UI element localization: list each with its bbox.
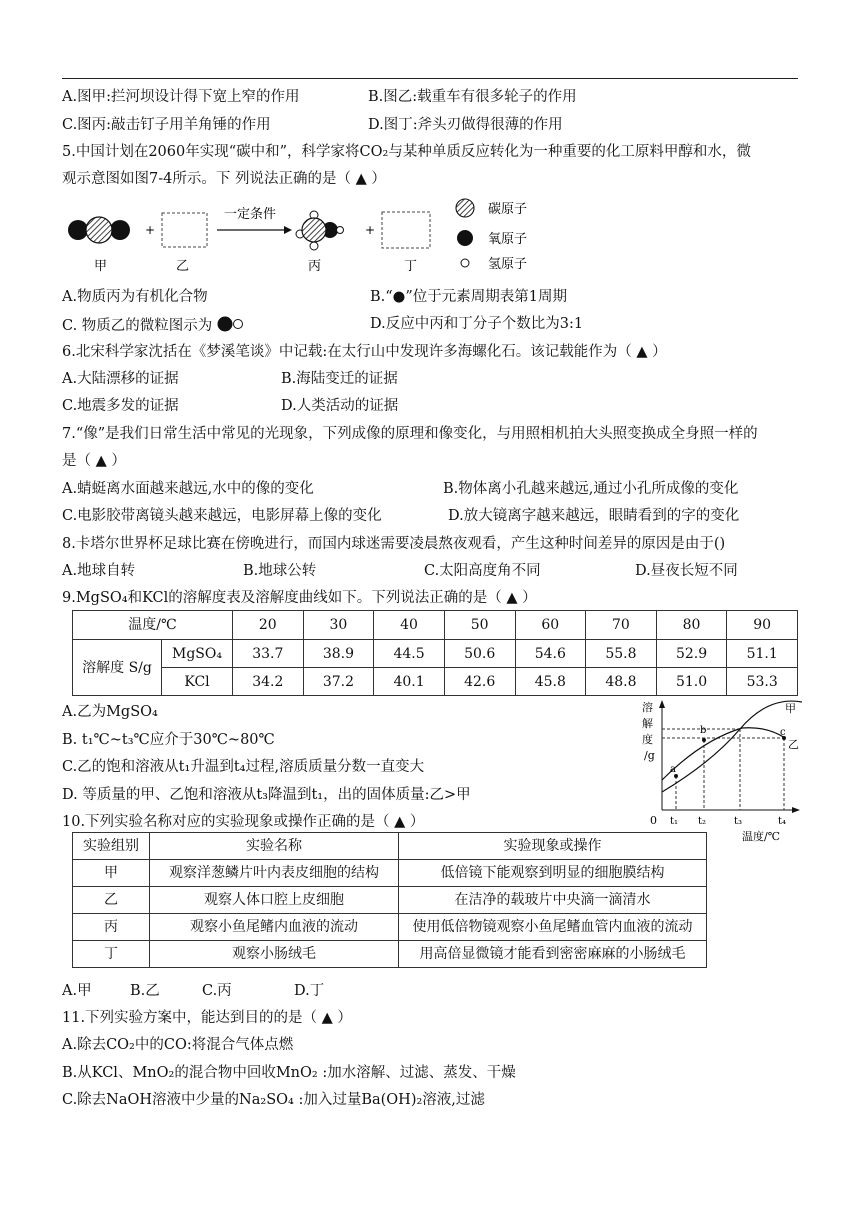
value-cell: 53.3 [727,668,798,696]
graph-ylabel-4: /g [644,749,655,762]
point-a-label: a [670,764,676,775]
experiment-table [72,832,707,968]
q10-option-c: C.丙 [202,983,232,999]
q5-option-c [62,315,245,335]
q7-option-d: D.放大镜离字越来越远，眼睛看到的字的变化 [448,508,740,524]
row-name: MgSO₄ [162,640,233,668]
q10-option-b: B.乙 [130,983,160,999]
q11-option-b: B.从KCl、MnO₂的混合物中回收MnO₂ :加水溶解、过滤、蒸发、干燥 [62,1065,516,1081]
temp-cell: 30 [303,611,374,640]
group-cell: 乙 [73,887,150,914]
temp-cell: 40 [374,611,445,640]
point-b-label: b [700,725,707,736]
graph-ylabel-2: 解 [642,717,653,730]
table-row [73,860,707,887]
group-cell: 丙 [73,914,150,941]
table-row [73,941,707,968]
solubility-table [72,610,798,696]
o2-molecule-icon [217,315,245,333]
q4-option-a: A.图甲:拦河坝设计得下宽上窄的作用 [62,89,300,105]
q11-stem: 11.下列实验方案中，能达到目的的是（ ▲ ） [62,1010,352,1026]
value-cell: 52.9 [656,640,727,668]
table-row [73,833,707,860]
tick-t2: t₂ [698,816,707,827]
value-cell: 54.6 [515,640,586,668]
curve-yi-label: 乙 [788,738,799,751]
curve-yi [662,728,785,780]
q4-option-d: D.图丁:斧头刃做得很薄的作用 [368,117,563,133]
arrow-condition-label: 一定条件 [224,207,277,222]
q5-option-c-text: C. 物质乙的微粒图示为 [62,318,213,334]
table-row [73,887,707,914]
point-c-label: c [780,727,786,738]
group-cell: 丁 [73,941,150,968]
value-cell: 51.0 [656,668,727,696]
phenomenon-cell: 用高倍显微镜才能看到密密麻麻的小肠绒毛 [399,941,707,968]
q7-stem-line2: 是（ ▲ ） [62,453,126,469]
value-cell: 48.8 [586,668,657,696]
plus-2: + [365,223,376,237]
label-ding: 丁 [404,259,418,274]
phenomenon-cell: 在洁净的载玻片中央滴一滴清水 [399,887,707,914]
graph-xlabel: 温度/℃ [742,830,781,843]
row-name: KCl [162,668,233,696]
reaction-arrow [217,226,292,234]
q7-option-c: C.电影胶带离镜头越来越远，电影屏幕上像的变化 [62,508,382,524]
x-axis-arrow [792,807,800,813]
q5-option-a: A.物质丙为有机化合物 [62,289,208,305]
table-row [73,914,707,941]
q9-option-c: C.乙的饱和溶液从t₁升温到t₄过程,溶质质量分数一直变大 [62,759,425,775]
q4-option-b: B.图乙:载重车有很多轮子的作用 [368,89,577,105]
graph-ylabel-1: 溶 [642,701,653,714]
q9-option-d: D. 等质量的甲、乙饱和溶液从t₃降温到t₁，出的固体质量:乙>甲 [62,787,471,803]
q7-option-a: A.蜻蜓离水面越来越远,水中的像的变化 [62,481,314,497]
value-cell: 44.5 [374,640,445,668]
q4-option-c: C.图丙:敲击钉子用羊角锤的作用 [62,117,271,133]
temp-cell: 50 [444,611,515,640]
temp-cell: 90 [727,611,798,640]
molecule-bing-methanol [296,211,344,250]
legend-hydrogen-icon [461,259,469,267]
plus-1: + [145,223,156,237]
value-cell: 37.2 [303,668,374,696]
q6-option-d: D.人类活动的证据 [281,398,399,414]
q8-option-d: D.昼夜长短不同 [635,563,738,579]
header-cell: 实验组别 [73,833,150,860]
solubility-curve-graph [642,700,802,850]
q11-option-a: A.除去CO₂中的CO:将混合气体点燃 [62,1037,294,1053]
q6-option-b: B.海陆变迁的证据 [281,371,398,387]
value-cell: 40.1 [374,668,445,696]
q6-stem: 6.北宋科学家沈括在《梦溪笔谈》中记载:在太行山中发现许多海螺化石。该记载能作为（ ▲ ） [62,344,667,360]
tick-t3: t₃ [734,816,743,827]
point-b [702,738,706,742]
tick-t1: t₁ [670,816,679,827]
legend-oxygen-label: 氧原子 [488,232,528,247]
legend-hydrogen-label: 氢原子 [488,257,528,272]
box-yi [162,213,207,247]
value-cell: 50.6 [444,640,515,668]
table-row [73,611,798,640]
temp-header: 温度/℃ [73,611,233,640]
value-cell: 33.7 [233,640,304,668]
label-bing: 丙 [308,259,322,274]
q8-option-b: B.地球公转 [243,563,317,579]
legend-carbon-label: 碳原子 [488,202,528,217]
q9-stem: 9.MgSO₄和KCl的溶解度表及溶解度曲线如下。下列说法正确的是（ ▲ ） [62,590,537,606]
q6-option-c: C.地震多发的证据 [62,398,179,414]
q5-stem-line1: 5.中国计划在2060年实现“碳中和”，科学家将CO₂与某种单质反应转化为一种重要的化工原料甲醇和水，微 [62,144,751,160]
q8-stem: 8.卡塔尔世界杯足球比赛在傍晚进行，而国内球迷需要凌晨熬夜观看，产生这种时间差异的原因是由于() [62,536,726,552]
q10-option-a: A.甲 [62,983,92,999]
name-cell: 观察小肠绒毛 [150,941,399,968]
value-cell: 51.1 [727,640,798,668]
value-cell: 55.8 [586,640,657,668]
value-cell: 34.2 [233,668,304,696]
solubility-header: 溶解度 S/g [73,640,162,696]
name-cell: 观察洋葱鳞片叶内表皮细胞的结构 [150,860,399,887]
reaction-diagram [62,188,582,278]
molecule-jia-co2 [68,217,130,243]
value-cell: 38.9 [303,640,374,668]
temp-cell: 70 [586,611,657,640]
graph-ylabel-3: 度 [642,733,653,746]
q9-option-b: B. t₁℃~t₃℃应介于30℃~80℃ [62,732,275,748]
group-cell: 甲 [73,860,150,887]
name-cell: 观察人体口腔上皮细胞 [150,887,399,914]
q5-option-b: B.“●”位于元素周期表第1周期 [370,289,567,305]
tick-t4: t₄ [778,816,787,827]
q5-option-d: D.反应中丙和丁分子个数比为3:1 [370,316,584,332]
label-jia: 甲 [94,259,108,274]
curve-jia-label: 甲 [785,702,796,715]
q8-option-a: A.地球自转 [62,563,136,579]
value-cell: 42.6 [444,668,515,696]
q9-option-a: A.乙为MgSO₄ [62,704,158,720]
box-ding [382,212,430,248]
temp-cell: 60 [515,611,586,640]
q6-option-a: A.大陆漂移的证据 [62,371,179,387]
q8-option-c: C.太阳高度角不同 [424,563,541,579]
header-cell: 实验名称 [150,833,399,860]
curve-jia [662,701,802,792]
temp-cell: 80 [656,611,727,640]
value-cell: 45.8 [515,668,586,696]
legend-carbon-icon [456,199,474,217]
q7-option-b: B.物体离小孔越来越远,通过小孔所成像的变化 [443,481,739,497]
table-row [73,640,798,668]
q10-option-d: D.丁 [294,983,325,999]
q7-stem-line1: 7.“像”是我们日常生活中常见的光现象，下列成像的原理和像变化，与用照相机拍大头照变换成全身照一样的 [62,426,758,442]
legend-oxygen-icon [457,230,473,246]
graph-origin: 0 [650,814,657,827]
name-cell: 观察小鱼尾鳍内血液的流动 [150,914,399,941]
top-rule [62,78,798,79]
label-yi: 乙 [176,259,190,274]
phenomenon-cell: 低倍镜下能观察到明显的细胞膜结构 [399,860,707,887]
header-cell: 实验现象或操作 [399,833,707,860]
temp-cell: 20 [233,611,304,640]
phenomenon-cell: 使用低倍物镜观察小鱼尾鳍血管内血液的流动 [399,914,707,941]
table-row [73,668,798,696]
q10-stem: 10.下列实验名称对应的实验现象或操作正确的是（ ▲ ） [62,814,425,830]
q5-stem-line2: 观示意图如图7-4所示。下 列说法正确的是（ ▲ ） [62,171,386,187]
y-axis-arrow [659,700,665,708]
q11-option-c: C.除去NaOH溶液中少量的Na₂SO₄ :加入过量Ba(OH)₂溶液,过滤 [62,1092,485,1108]
